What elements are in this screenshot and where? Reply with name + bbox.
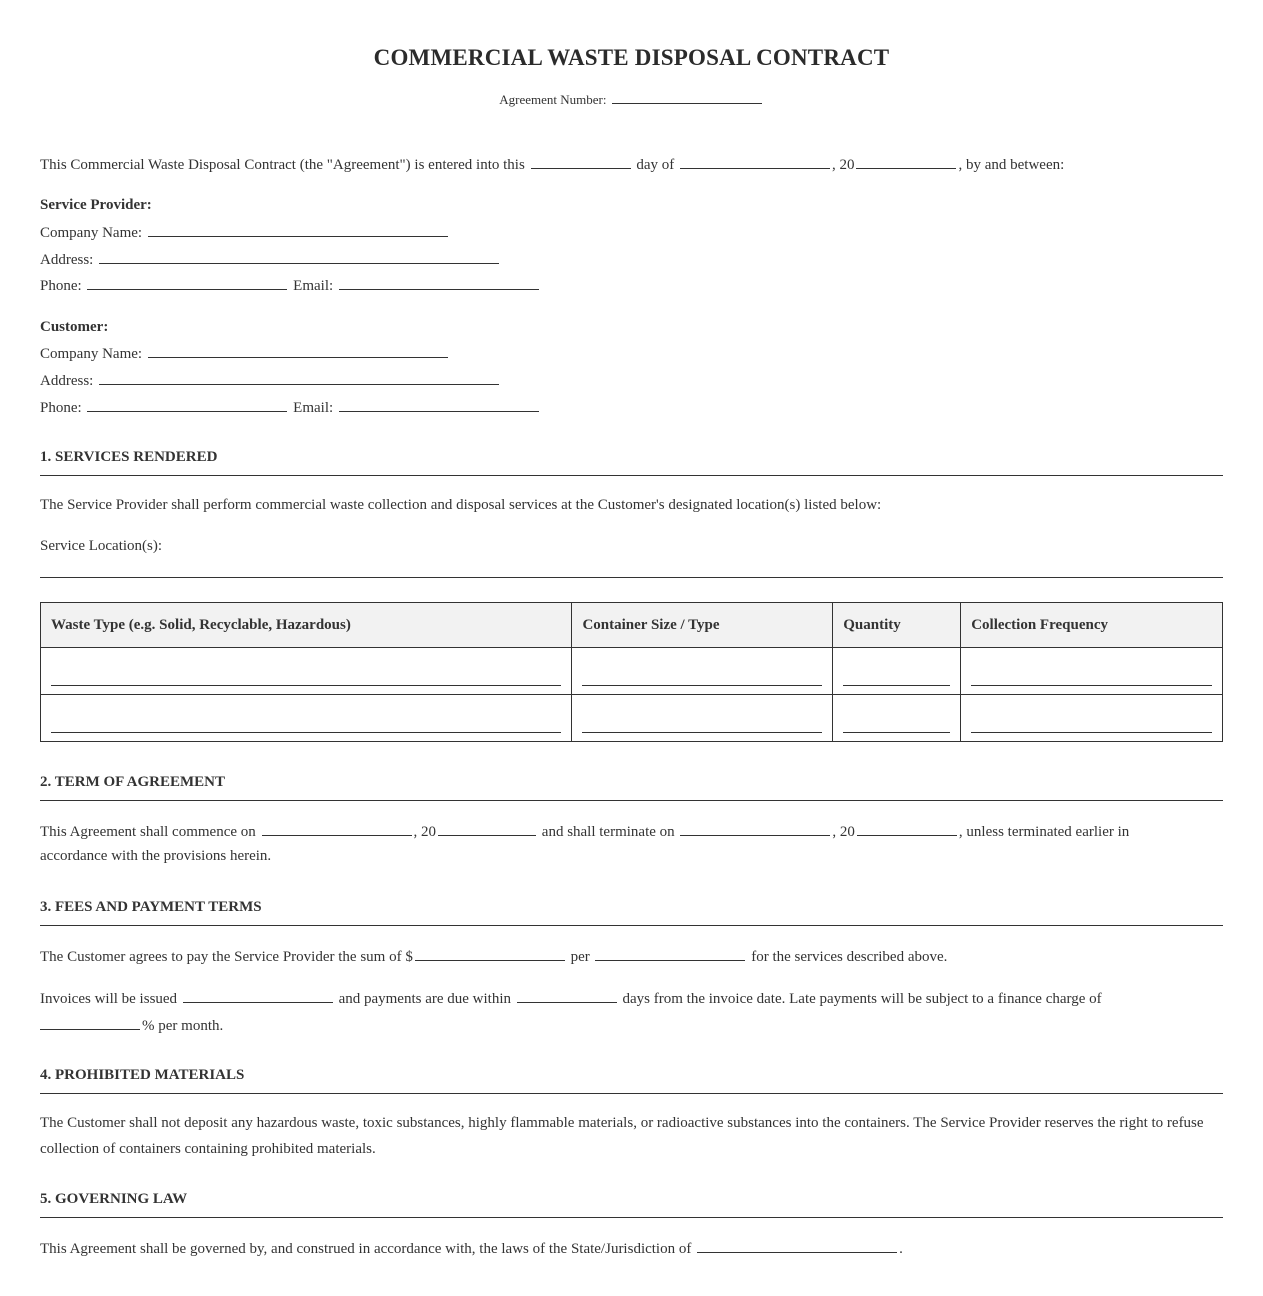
collection-frequency-cell[interactable] [961,648,1223,695]
invoice-due-text: and payments are due within [338,991,512,1007]
provider-address-row [40,249,501,270]
customer-email-field[interactable] [339,397,539,412]
jurisdiction-field[interactable] [697,1238,897,1253]
provider-company-label: Company Name: [40,225,143,241]
fees-services-text: for the services described above. [751,949,948,965]
invoice-issued-text: Invoices will be issued [40,991,178,1007]
intro-year-prefix: , 20 [831,157,855,173]
service-locations-label: Service Location(s): [40,538,163,554]
section-1-text: The Service Provider shall perform commercial waste collection and disposal services at the Customer's designated location(s) listed below: [40,497,882,513]
agreement-number-row [40,89,1223,108]
customer-heading: Customer: [40,319,109,335]
services-table [40,602,1223,742]
start-year-field[interactable] [438,821,536,836]
intro-text: This Commercial Waste Disposal Contract (the "Agreement") is entered into this [40,157,525,173]
service-locations-field[interactable] [40,577,1223,578]
year-field[interactable] [856,154,956,169]
table-row [41,648,1223,695]
agreement-number-field[interactable] [612,89,762,104]
fees-sum-text: The Customer agrees to pay the Service Provider the sum of $ [40,949,413,965]
provider-address-label: Address: [40,252,94,268]
provider-email-field[interactable] [339,275,539,290]
fees-per-text: per [570,949,590,965]
customer-company-field[interactable] [148,343,448,358]
invoice-schedule-field[interactable] [183,988,333,1003]
customer-phone-label: Phone: [40,400,82,416]
customer-phone-field[interactable] [87,397,287,412]
customer-company-row [40,343,450,364]
waste-type-cell[interactable] [41,695,572,742]
provider-phone-field[interactable] [87,275,287,290]
payment-days-field[interactable] [517,988,617,1003]
customer-company-label: Company Name: [40,346,143,362]
fee-period-field[interactable] [595,946,745,961]
quantity-cell[interactable] [833,648,961,695]
end-year-field[interactable] [857,821,957,836]
header-container-size: Container Size / Type [572,603,833,648]
term-unless-text: , unless terminated earlier in [958,824,1130,840]
term-end-year-prefix: , 20 [832,824,855,840]
term-start-year-prefix: , 20 [413,824,437,840]
governing-law-line [40,1238,903,1259]
end-date-field[interactable] [680,821,830,836]
day-field[interactable] [531,154,631,169]
header-collection-frequency: Collection Frequency [961,603,1223,648]
header-waste-type: Waste Type (e.g. Solid, Recyclable, Hazardous) [41,603,572,648]
container-size-cell[interactable] [572,695,833,742]
container-size-cell[interactable] [572,648,833,695]
intro-line [40,154,1064,175]
governing-law-text: This Agreement shall be governed by, and construed in accordance with, the laws of the State/Jurisdiction of [40,1241,692,1257]
provider-company-row [40,222,450,243]
quantity-cell[interactable] [833,695,961,742]
section-1-heading: 1. SERVICES RENDERED [40,447,1223,476]
customer-email-label: Email: [293,400,334,416]
term-line-2: accordance with the provisions herein. [40,848,272,864]
start-date-field[interactable] [262,821,412,836]
provider-contact-row [40,275,541,296]
section-3-heading: 3. FEES AND PAYMENT TERMS [40,897,1223,926]
governing-law-period: . [899,1241,903,1257]
service-provider-heading: Service Provider: [40,197,152,213]
collection-frequency-cell[interactable] [961,695,1223,742]
customer-contact-row [40,397,541,418]
intro-by-and-between: , by and between: [958,157,1065,173]
provider-phone-label: Phone: [40,278,82,294]
invoice-late-text: days from the invoice date. Late payments will be subject to a finance charge of [622,991,1102,1007]
intro-day-of: day of [636,157,675,173]
section-2-heading: 2. TERM OF AGREEMENT [40,772,1223,801]
customer-address-field[interactable] [99,370,499,385]
term-line-1 [40,821,1129,842]
table-header-row [41,603,1223,648]
invoice-line-2 [40,1015,223,1036]
term-commence-text: This Agreement shall commence on [40,824,256,840]
month-field[interactable] [680,154,830,169]
invoice-line-1 [40,988,1102,1009]
term-terminate-text: and shall terminate on [541,824,675,840]
table-row [41,695,1223,742]
provider-address-field[interactable] [99,249,499,264]
provider-email-label: Email: [293,278,334,294]
section-5-heading: 5. GOVERNING LAW [40,1189,1223,1218]
provider-company-field[interactable] [148,222,448,237]
document-title: COMMERCIAL WASTE DISPOSAL CONTRACT [373,45,890,70]
agreement-number-label: Agreement Number: [499,92,607,107]
header-quantity: Quantity [833,603,961,648]
finance-charge-text: % per month. [142,1018,224,1034]
waste-type-cell[interactable] [41,648,572,695]
section-4-text: The Customer shall not deposit any hazardous waste, toxic substances, highly flammable materials, or radioactive substances into the containers. The Service Provider reserves the right to refuse collection of containers containing prohibited materials. [40,1115,1204,1157]
fees-line [40,946,947,967]
fee-amount-field[interactable] [415,946,565,961]
customer-address-row [40,370,501,391]
finance-charge-field[interactable] [40,1015,140,1030]
section-4-heading: 4. PROHIBITED MATERIALS [40,1065,1223,1094]
customer-address-label: Address: [40,373,94,389]
